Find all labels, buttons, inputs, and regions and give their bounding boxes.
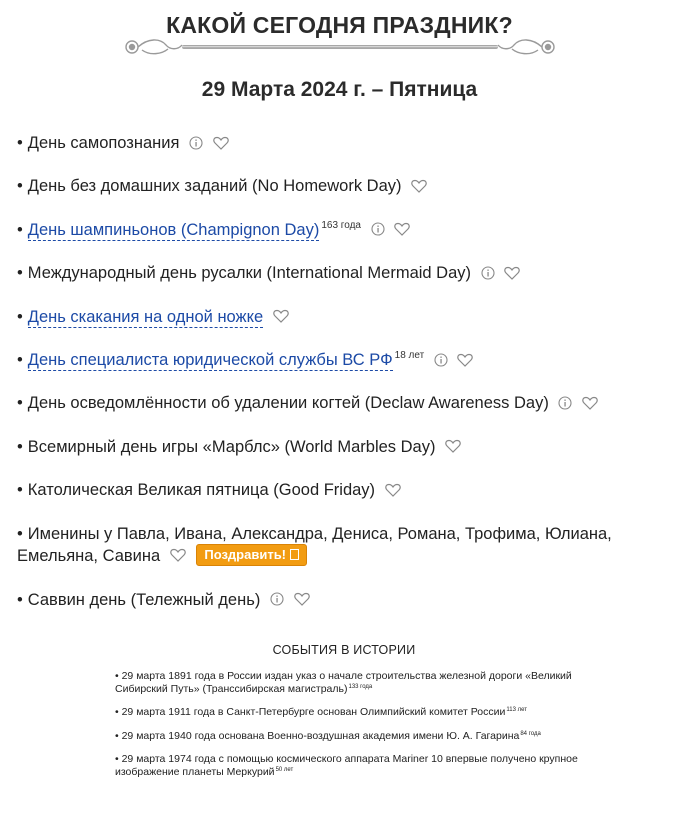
heart-icon[interactable]	[273, 309, 289, 323]
event-age: 113 лет	[506, 707, 527, 713]
heart-icon[interactable]	[385, 483, 401, 497]
page-title: КАКОЙ СЕГОДНЯ ПРАЗДНИК?	[166, 12, 513, 38]
holiday-item: • День скакания на одной ножке	[17, 306, 667, 328]
holiday-item: • День самопознания	[17, 132, 667, 154]
info-icon[interactable]	[434, 353, 448, 367]
event-text: 29 марта 1911 года в Санкт-Петербурге основан Олимпийский комитет России	[121, 706, 506, 718]
holiday-link[interactable]: День скакания на одной ножке	[27, 307, 264, 326]
holiday-label: Католическая Великая пятница (Good Friday)	[27, 481, 376, 500]
heart-icon[interactable]	[213, 136, 229, 150]
info-icon[interactable]	[371, 222, 385, 236]
congratulate-button-label: Поздравить!	[204, 547, 287, 563]
event-item: • 29 марта 1974 года с помощью космического аппарата Mariner 10 впервые получено крупное изображение планеты Меркурий$^{50 лет}$	[115, 753, 578, 778]
holiday-link[interactable]: День специалиста юридической службы ВС РФ	[27, 350, 393, 369]
holiday-item: • Международный день русалки (International Mermaid Day)	[17, 262, 667, 284]
holiday-label: Именины у Павла, Ивана, Александра, Дениса, Романа, Трофима, Юлиана, Емельяна, Савина	[17, 524, 612, 565]
event-age: 133 года	[348, 683, 373, 690]
event-text: 29 марта 1891 года в России издан указ о начале строительства железной дороги «Великий Сибирский Путь» (Транссибирская магистраль)	[115, 670, 572, 695]
heart-icon[interactable]	[445, 439, 461, 453]
heart-icon[interactable]	[582, 396, 598, 410]
age-badge: 163 года	[321, 219, 361, 231]
holiday-item: • День без домашних заданий (No Homework Day)	[17, 175, 667, 197]
age-badge: 18 лет	[394, 349, 425, 361]
holiday-label: День без домашних заданий (No Homework Day)	[27, 177, 402, 196]
holiday-label: День осведомлённости об удалении когтей (Declaw Awareness Day)	[27, 394, 549, 413]
holiday-item: • День шампиньонов (Champignon Day) $^{163 года}$	[17, 219, 667, 241]
info-icon[interactable]	[481, 266, 495, 280]
holiday-item: • Саввин день (Тележный день)	[17, 589, 667, 611]
current-date: 29 Марта 2024 г. – Пятница	[201, 78, 478, 101]
heart-icon[interactable]	[394, 222, 410, 236]
events-section-title: СОБЫТИЯ В ИСТОРИИ	[272, 643, 416, 657]
holiday-item: • Именины у Павла, Ивана, Александра, Дениса, Романа, Трофима, Юлиана, Емельяна, Савина Поздравить!	[17, 524, 612, 565]
events-list	[115, 670, 585, 789]
holiday-item: • Всемирный день игры «Марблс» (World Marbles Day)	[17, 436, 667, 458]
info-icon[interactable]	[270, 592, 284, 606]
ornament-divider-icon	[120, 36, 560, 58]
heart-icon[interactable]	[170, 548, 186, 562]
info-icon[interactable]	[189, 136, 203, 150]
event-text: 29 марта 1940 года основана Военно-воздушная академия имени Ю. А. Гагарина	[121, 729, 520, 742]
holiday-list	[17, 132, 667, 632]
event-text: 29 марта 1974 года с помощью космического аппарата Mariner 10 впервые получено крупное изображение планеты Меркурий	[115, 753, 578, 778]
congratulate-button[interactable]	[196, 544, 307, 566]
event-item: • 29 марта 1911 года в Санкт-Петербурге основан Олимпийский комитет России$^{113 лет}$	[115, 706, 527, 718]
holiday-label: Саввин день (Тележный день)	[27, 590, 261, 609]
holiday-label: День самопознания	[27, 134, 180, 152]
event-item: • 29 марта 1940 года основана Военно-воздушная академия имени Ю. А. Гагарина$^{84 года}$	[115, 729, 541, 742]
heart-icon[interactable]	[504, 266, 520, 280]
heart-icon[interactable]	[457, 353, 473, 367]
gift-icon	[290, 549, 299, 560]
holiday-label: Всемирный день игры «Марблс» (World Marbles Day)	[27, 437, 436, 456]
event-age: 84 года	[520, 730, 541, 737]
holiday-label: Международный день русалки (International Mermaid Day)	[27, 264, 472, 283]
holiday-item: • День осведомлённости об удалении когтей (Declaw Awareness Day)	[17, 392, 667, 414]
heart-icon[interactable]	[294, 592, 310, 606]
event-age: 50 лет	[275, 766, 294, 773]
event-item: • 29 марта 1891 года в России издан указ о начале строительства железной дороги «Великий Сибирский Путь» (Транссибирская магистраль)$^{133 года}$	[115, 670, 572, 695]
holiday-item: • Католическая Великая пятница (Good Friday)	[17, 479, 667, 501]
holiday-item: • День специалиста юридической службы ВС РФ $^{18 лет}$	[17, 349, 667, 371]
info-icon[interactable]	[558, 396, 572, 410]
holiday-link[interactable]: День шампиньонов (Champignon Day)	[27, 220, 320, 239]
heart-icon[interactable]	[411, 179, 427, 193]
